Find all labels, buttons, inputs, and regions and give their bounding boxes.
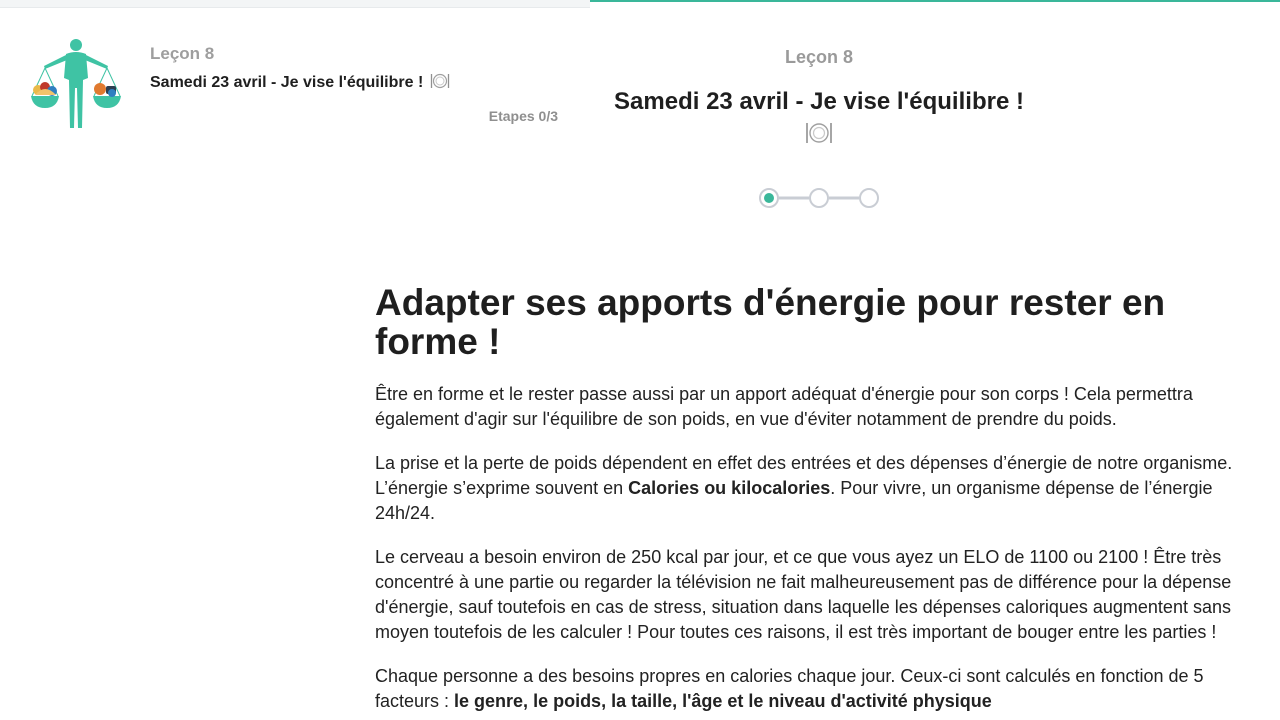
paragraph-text: Chaque personne a des besoins propres en calories chaque jour. Ceux-ci sont calculés en fonction de 5 facteurs :: [375, 666, 1204, 711]
paragraph-bold-text: le genre, le poids, la taille, l'âge et le niveau d'activité physique: [454, 691, 992, 711]
step-indicator: [758, 186, 882, 210]
article-paragraph-3: Le cerveau a besoin environ de 250 kcal par jour, et ce que vous ayez un ELO de 1100 ou 2100 ! Être très concentré à une partie ou regarder la télévision ne fait malheureusement pas de différence pour la dépense d'énergie, sauf toutefois en cas de stress, situation dans laquelle les dépenses caloriques augmentent sans moyen toutefois de les calculer ! Pour toutes ces raisons, il est très important de bouger entre les parties !: [375, 547, 1232, 642]
article-paragraph-4: [375, 664, 1270, 714]
paragraph-text: La prise et la perte de poids dépendent en effet des entrées et des dépenses d’énergie de notre organisme. L’énergie s’exprime souvent en: [375, 453, 1233, 498]
sidebar-lesson-number: Leçon 8: [150, 44, 215, 63]
article-heading: Adapter ses apports d'énergie pour rester en forme !: [375, 282, 1166, 362]
paragraph-text: . Pour vivre, un organisme dépense de l’énergie 24h/24.: [375, 478, 1213, 523]
lesson-number: Leçon 8: [784, 47, 854, 67]
article-paragraph-2: [375, 451, 1270, 526]
step-dot-2[interactable]: [810, 189, 828, 207]
top-accent-line: [590, 0, 1280, 2]
plate-fork-knife-icon: [805, 120, 833, 146]
step-dot-1[interactable]: [760, 189, 778, 207]
sidebar-lesson-title-text: Samedi 23 avril - Je vise l'équilibre !: [150, 74, 424, 91]
article-content: [375, 283, 1270, 720]
step-dot-3[interactable]: [860, 189, 878, 207]
paragraph-bold-text: Calories ou kilocalories: [628, 478, 831, 498]
sidebar-steps-counter: Etapes 0/3: [488, 108, 558, 124]
top-progress-track: [0, 0, 590, 8]
article-paragraph-1: Être en forme et le rester passe aussi par un apport adéquat d'énergie pour son corps ! Cela permettra également d'agir sur l'équilibre de son poids, en vue d'éviter notamment de prendre du poids.: [375, 384, 1193, 429]
lesson-title: Samedi 23 avril - Je vise l'équilibre !: [614, 88, 1024, 115]
